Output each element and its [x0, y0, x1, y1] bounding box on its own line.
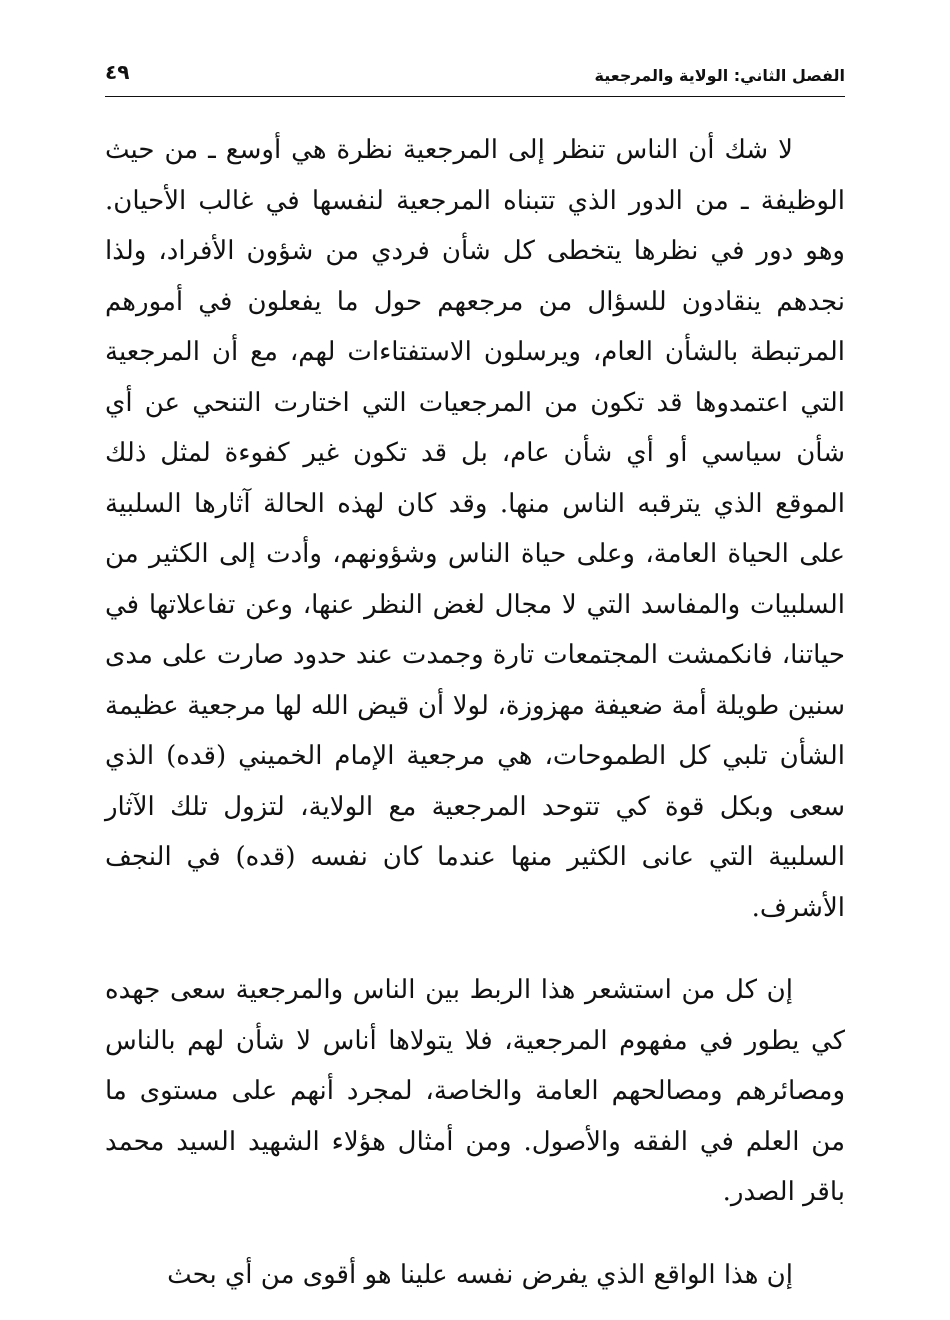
paragraph-3: إن هذا الواقع الذي يفرض نفسه علينا هو أقوى من أي بحث: [167, 1259, 793, 1290]
header-divider: [105, 96, 845, 97]
body-text: [105, 125, 845, 1300]
paragraph-1: لا شك أن الناس تنظر إلى المرجعية نظرة هي أوسع ـ من حيث الوظيفة ـ من الدور الذي تتبناه المرجعية لنفسها في غالب الأحيان. وهو دور في نظرها يتخطى كل شأن فردي من شؤون الأفراد، ولذا نجدهم ينقادون للسؤال من مرجعهم حول ما يفعلون في أمورهم المرتبطة بالشأن العام، ويرسلون الاستفتاءات لهم، مع أن المرجعية التي اعتمدوها قد تكون من المرجعيات التي اختارت التنحي عن أي شأن سياسي أو أي شأن عام، بل قد تكون غير كفوءة لمثل ذلك الموقع الذي يترقبه الناس منها. وقد كان لهذه الحالة آثارها السلبية على الحياة العامة، وعلى حياة الناس وشؤونهم، وأدت إلى الكثير من السلبيات والمفاسد التي لا مجال لغض النظر عنها، وعن تفاعلاتها في حياتنا، فانكمشت المجتمعات تارة وجمدت عند حدود صارت على مدى سنين طويلة أمة ضعيفة مهزوزة، لولا أن قيض الله لها مرجعية عظيمة الشأن تلبي كل الطموحات، هي مرجعية الإمام الخميني (قده) الذي سعى وبكل قوة كي تتوحد المرجعية مع الولاية، لتزول تلك الآثار السلبية التي عانى الكثير منها عندما كان نفسه (قده) في النجف الأشرف.: [105, 135, 846, 923]
chapter-title: الفصل الثاني: الولاية والمرجعية: [594, 66, 845, 85]
running-header: [105, 58, 845, 98]
page-number: ٤٩: [105, 60, 130, 84]
paragraph-2: إن كل من استشعر هذا الربط بين الناس والمرجعية سعى جهده كي يطور في مفهوم المرجعية، فلا يتولاها أناس لا شأن لهم بالناس ومصائرهم ومصالحهم العامة والخاصة، لمجرد أنهم على مستوى ما من العلم في الفقه والأصول. ومن أمثال هؤلاء الشهيد السيد محمد باقر الصدر.: [105, 975, 845, 1207]
